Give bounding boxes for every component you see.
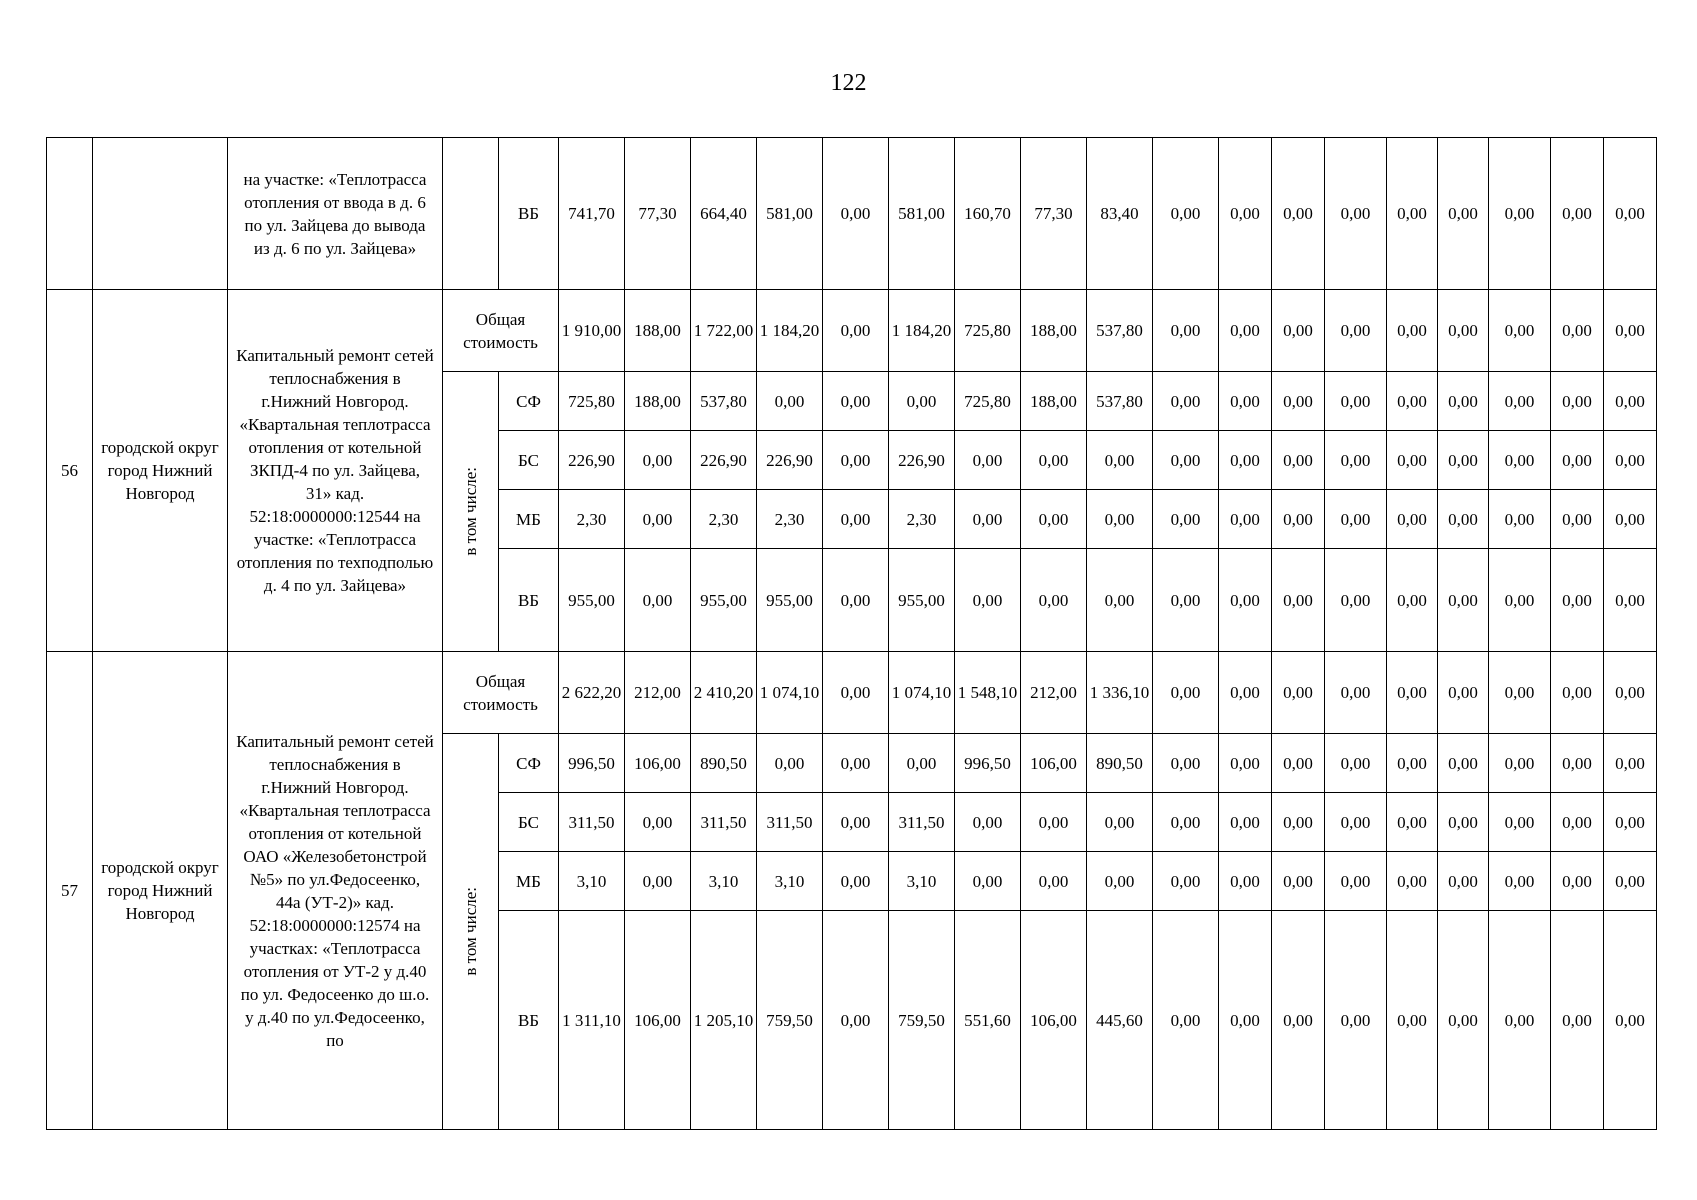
value-cell: 0,00: [1387, 549, 1438, 652]
value-cell: 0,00: [1551, 852, 1604, 911]
value-cell: 106,00: [1021, 911, 1087, 1130]
value-cell: 311,50: [889, 793, 955, 852]
value-cell: 0,00: [1325, 852, 1387, 911]
value-cell: 445,60: [1087, 911, 1153, 1130]
value-cell: 0,00: [823, 490, 889, 549]
value-cell: 2,30: [691, 490, 757, 549]
table-row: [47, 138, 1657, 290]
value-cell: 0,00: [955, 852, 1021, 911]
value-cell: 0,00: [1272, 852, 1325, 911]
value-cell: 0,00: [823, 734, 889, 793]
value-cell: 0,00: [1325, 290, 1387, 372]
value-cell: 759,50: [757, 911, 823, 1130]
value-cell: 0,00: [1604, 290, 1657, 372]
value-cell: 551,60: [955, 911, 1021, 1130]
value-cell: 0,00: [1387, 490, 1438, 549]
value-cell: 0,00: [1219, 793, 1272, 852]
value-cell: 0,00: [1272, 911, 1325, 1130]
value-cell: 0,00: [1438, 793, 1489, 852]
value-cell: 0,00: [1604, 911, 1657, 1130]
value-cell: 188,00: [1021, 372, 1087, 431]
value-cell: 725,80: [955, 372, 1021, 431]
row-number-cell: 57: [47, 652, 93, 1130]
value-cell: 537,80: [691, 372, 757, 431]
value-cell: 0,00: [1219, 911, 1272, 1130]
value-cell: 0,00: [1489, 549, 1551, 652]
value-cell: 0,00: [1387, 852, 1438, 911]
value-cell: 664,40: [691, 138, 757, 290]
value-cell: 1 184,20: [757, 290, 823, 372]
funding-source-cell: ВБ: [499, 911, 559, 1130]
description-cell: на участке: «Теплотрасса отопления от ввода в д. 6 по ул. Зайцева до вывода из д. 6 по ул. Зайцева»: [228, 138, 443, 290]
value-cell: 725,80: [955, 290, 1021, 372]
value-cell: 0,00: [1551, 490, 1604, 549]
value-cell: 0,00: [1387, 372, 1438, 431]
value-cell: 0,00: [889, 372, 955, 431]
value-cell: 226,90: [691, 431, 757, 490]
value-cell: 537,80: [1087, 372, 1153, 431]
value-cell: 0,00: [1551, 372, 1604, 431]
value-cell: 1 074,10: [889, 652, 955, 734]
value-cell: 188,00: [1021, 290, 1087, 372]
value-cell: 0,00: [1387, 431, 1438, 490]
value-cell: 0,00: [1489, 138, 1551, 290]
incl-label-cell: [443, 138, 499, 290]
value-cell: 3,10: [691, 852, 757, 911]
value-cell: 77,30: [1021, 138, 1087, 290]
value-cell: 0,00: [1272, 290, 1325, 372]
value-cell: 0,00: [1438, 734, 1489, 793]
value-cell: 2 410,20: [691, 652, 757, 734]
page-number: 122: [830, 70, 867, 96]
value-cell: 188,00: [625, 372, 691, 431]
value-cell: 0,00: [1551, 138, 1604, 290]
value-cell: 0,00: [1604, 490, 1657, 549]
value-cell: 955,00: [559, 549, 625, 652]
value-cell: 759,50: [889, 911, 955, 1130]
table-row: [47, 290, 1657, 372]
value-cell: 0,00: [625, 549, 691, 652]
value-cell: 0,00: [1153, 734, 1219, 793]
value-cell: 0,00: [1604, 852, 1657, 911]
value-cell: 0,00: [1325, 911, 1387, 1130]
value-cell: 0,00: [955, 431, 1021, 490]
value-cell: 0,00: [1438, 549, 1489, 652]
municipality-cell: [93, 138, 228, 290]
value-cell: 0,00: [955, 793, 1021, 852]
value-cell: 0,00: [1021, 431, 1087, 490]
value-cell: 0,00: [1551, 290, 1604, 372]
value-cell: 0,00: [823, 652, 889, 734]
value-cell: 1 910,00: [559, 290, 625, 372]
budget-table: [46, 137, 1657, 1130]
value-cell: 1 336,10: [1087, 652, 1153, 734]
value-cell: 0,00: [1387, 734, 1438, 793]
value-cell: 0,00: [1387, 911, 1438, 1130]
value-cell: 0,00: [1021, 549, 1087, 652]
value-cell: 0,00: [889, 734, 955, 793]
value-cell: 212,00: [1021, 652, 1087, 734]
value-cell: 0,00: [1489, 290, 1551, 372]
incl-label-wrap: [445, 467, 496, 556]
value-cell: 0,00: [625, 793, 691, 852]
value-cell: 0,00: [1438, 852, 1489, 911]
value-cell: 0,00: [625, 490, 691, 549]
value-cell: 955,00: [889, 549, 955, 652]
value-cell: 0,00: [1489, 652, 1551, 734]
value-cell: 0,00: [625, 431, 691, 490]
value-cell: 0,00: [1021, 793, 1087, 852]
value-cell: 890,50: [691, 734, 757, 793]
value-cell: 1 074,10: [757, 652, 823, 734]
value-cell: 3,10: [889, 852, 955, 911]
funding-source-cell: СФ: [499, 372, 559, 431]
value-cell: 0,00: [1153, 490, 1219, 549]
funding-source-cell: БС: [499, 431, 559, 490]
value-cell: 311,50: [691, 793, 757, 852]
value-cell: 0,00: [1153, 372, 1219, 431]
municipality-cell: городской округ город Нижний Новгород: [93, 290, 228, 652]
description-cell: Капитальный ремонт сетей теплоснабжения в г.Нижний Новгород. «Квартальная теплотрасса отопления от котельной ЗКПД-4 по ул. Зайцева, 31» кад. 52:18:0000000:12544 на участке: «Теплотрасса отопления по техподполью д. 4 по ул. Зайцева»: [228, 290, 443, 652]
value-cell: 0,00: [1387, 793, 1438, 852]
value-cell: 3,10: [559, 852, 625, 911]
value-cell: 0,00: [1153, 431, 1219, 490]
value-cell: 0,00: [1153, 793, 1219, 852]
value-cell: 0,00: [1325, 549, 1387, 652]
value-cell: 0,00: [823, 431, 889, 490]
value-cell: 0,00: [757, 734, 823, 793]
value-cell: 0,00: [1325, 652, 1387, 734]
value-cell: 0,00: [1387, 652, 1438, 734]
value-cell: 0,00: [1087, 490, 1153, 549]
value-cell: 2 622,20: [559, 652, 625, 734]
value-cell: 77,30: [625, 138, 691, 290]
value-cell: 2,30: [559, 490, 625, 549]
value-cell: 0,00: [1219, 372, 1272, 431]
value-cell: 226,90: [757, 431, 823, 490]
municipality-cell: городской округ город Нижний Новгород: [93, 652, 228, 1130]
value-cell: 0,00: [625, 852, 691, 911]
value-cell: 0,00: [1551, 911, 1604, 1130]
value-cell: 0,00: [1325, 490, 1387, 549]
value-cell: 0,00: [1219, 490, 1272, 549]
value-cell: 0,00: [1489, 852, 1551, 911]
value-cell: 0,00: [1219, 431, 1272, 490]
total-cost-label: Общая стоимость: [443, 290, 559, 372]
value-cell: 0,00: [1489, 431, 1551, 490]
value-cell: 0,00: [1489, 490, 1551, 549]
value-cell: 0,00: [1272, 652, 1325, 734]
value-cell: 0,00: [1438, 490, 1489, 549]
value-cell: 106,00: [1021, 734, 1087, 793]
value-cell: 0,00: [1325, 734, 1387, 793]
value-cell: 0,00: [1272, 549, 1325, 652]
value-cell: 0,00: [1219, 734, 1272, 793]
value-cell: 106,00: [625, 734, 691, 793]
value-cell: 311,50: [757, 793, 823, 852]
value-cell: 0,00: [1438, 372, 1489, 431]
value-cell: 955,00: [691, 549, 757, 652]
funding-source-cell: МБ: [499, 490, 559, 549]
value-cell: 0,00: [1551, 793, 1604, 852]
incl-label: в том числе:: [461, 887, 480, 976]
value-cell: 0,00: [823, 793, 889, 852]
value-cell: 0,00: [1087, 431, 1153, 490]
value-cell: 0,00: [1272, 138, 1325, 290]
value-cell: 0,00: [1551, 431, 1604, 490]
value-cell: 0,00: [1604, 431, 1657, 490]
value-cell: 212,00: [625, 652, 691, 734]
value-cell: 0,00: [1604, 734, 1657, 793]
incl-label-cell: [443, 734, 499, 1130]
value-cell: 1 184,20: [889, 290, 955, 372]
value-cell: 890,50: [1087, 734, 1153, 793]
value-cell: 2,30: [757, 490, 823, 549]
value-cell: 0,00: [1551, 549, 1604, 652]
value-cell: 0,00: [1604, 138, 1657, 290]
funding-source-cell: СФ: [499, 734, 559, 793]
value-cell: 226,90: [889, 431, 955, 490]
value-cell: 0,00: [1153, 138, 1219, 290]
incl-label: в том числе:: [461, 467, 480, 556]
value-cell: 0,00: [1087, 793, 1153, 852]
value-cell: 725,80: [559, 372, 625, 431]
value-cell: 0,00: [1438, 138, 1489, 290]
value-cell: 581,00: [757, 138, 823, 290]
value-cell: 0,00: [1219, 549, 1272, 652]
value-cell: 0,00: [823, 372, 889, 431]
row-number-cell: 56: [47, 290, 93, 652]
table-row: [47, 652, 1657, 734]
value-cell: 0,00: [1387, 138, 1438, 290]
value-cell: 0,00: [1489, 372, 1551, 431]
value-cell: 0,00: [1272, 372, 1325, 431]
value-cell: 1 311,10: [559, 911, 625, 1130]
value-cell: 0,00: [955, 490, 1021, 549]
description-cell: Капитальный ремонт сетей теплоснабжения в г.Нижний Новгород. «Квартальная теплотрасса отопления от котельной ОАО «Железобетонстрой №5» по ул.Федосеенко, 44а (УТ-2)» кад. 52:18:0000000:12574 на участках: «Теплотрасса отопления от УТ-2 у д.40 по ул. Федосеенко до ш.о. у д.40 по ул.Федосеенко, по: [228, 652, 443, 1130]
value-cell: 0,00: [1438, 431, 1489, 490]
value-cell: 0,00: [1604, 372, 1657, 431]
value-cell: 996,50: [559, 734, 625, 793]
funding-source-cell: МБ: [499, 852, 559, 911]
value-cell: 0,00: [955, 549, 1021, 652]
value-cell: 741,70: [559, 138, 625, 290]
funding-source-cell: БС: [499, 793, 559, 852]
value-cell: 0,00: [1219, 852, 1272, 911]
value-cell: 0,00: [1604, 549, 1657, 652]
value-cell: 160,70: [955, 138, 1021, 290]
value-cell: 0,00: [1272, 793, 1325, 852]
value-cell: 0,00: [1325, 793, 1387, 852]
value-cell: 0,00: [1153, 549, 1219, 652]
value-cell: 0,00: [1087, 852, 1153, 911]
value-cell: 0,00: [1219, 290, 1272, 372]
value-cell: 0,00: [1219, 652, 1272, 734]
value-cell: 0,00: [1489, 911, 1551, 1130]
funding-source-cell: ВБ: [499, 549, 559, 652]
value-cell: 0,00: [1551, 734, 1604, 793]
value-cell: 0,00: [1387, 290, 1438, 372]
value-cell: 0,00: [1489, 734, 1551, 793]
value-cell: 0,00: [1489, 793, 1551, 852]
total-cost-label: Общая стоимость: [443, 652, 559, 734]
incl-label-cell: [443, 372, 499, 652]
value-cell: 0,00: [1153, 911, 1219, 1130]
incl-label-wrap: [445, 887, 496, 976]
value-cell: 0,00: [1272, 431, 1325, 490]
value-cell: 0,00: [1153, 852, 1219, 911]
value-cell: 1 722,00: [691, 290, 757, 372]
value-cell: 0,00: [757, 372, 823, 431]
row-number-cell: [47, 138, 93, 290]
value-cell: 83,40: [1087, 138, 1153, 290]
value-cell: 0,00: [1272, 734, 1325, 793]
value-cell: 0,00: [1604, 793, 1657, 852]
value-cell: 0,00: [1438, 290, 1489, 372]
value-cell: 0,00: [823, 549, 889, 652]
value-cell: 0,00: [1325, 138, 1387, 290]
value-cell: 0,00: [1438, 652, 1489, 734]
value-cell: 0,00: [1551, 652, 1604, 734]
value-cell: 0,00: [823, 852, 889, 911]
value-cell: 0,00: [823, 911, 889, 1130]
value-cell: 0,00: [1087, 549, 1153, 652]
value-cell: 955,00: [757, 549, 823, 652]
value-cell: 2,30: [889, 490, 955, 549]
value-cell: 0,00: [823, 290, 889, 372]
value-cell: 537,80: [1087, 290, 1153, 372]
value-cell: 0,00: [823, 138, 889, 290]
value-cell: 0,00: [1021, 852, 1087, 911]
value-cell: 0,00: [1604, 652, 1657, 734]
value-cell: 996,50: [955, 734, 1021, 793]
value-cell: 0,00: [1219, 138, 1272, 290]
value-cell: 1 548,10: [955, 652, 1021, 734]
value-cell: 0,00: [1325, 431, 1387, 490]
value-cell: 0,00: [1325, 372, 1387, 431]
value-cell: 581,00: [889, 138, 955, 290]
value-cell: 0,00: [1153, 290, 1219, 372]
value-cell: 0,00: [1272, 490, 1325, 549]
value-cell: 106,00: [625, 911, 691, 1130]
value-cell: 188,00: [625, 290, 691, 372]
value-cell: 3,10: [757, 852, 823, 911]
value-cell: 0,00: [1153, 652, 1219, 734]
value-cell: 1 205,10: [691, 911, 757, 1130]
funding-source-cell: ВБ: [499, 138, 559, 290]
value-cell: 0,00: [1438, 911, 1489, 1130]
value-cell: 311,50: [559, 793, 625, 852]
value-cell: 0,00: [1021, 490, 1087, 549]
value-cell: 226,90: [559, 431, 625, 490]
